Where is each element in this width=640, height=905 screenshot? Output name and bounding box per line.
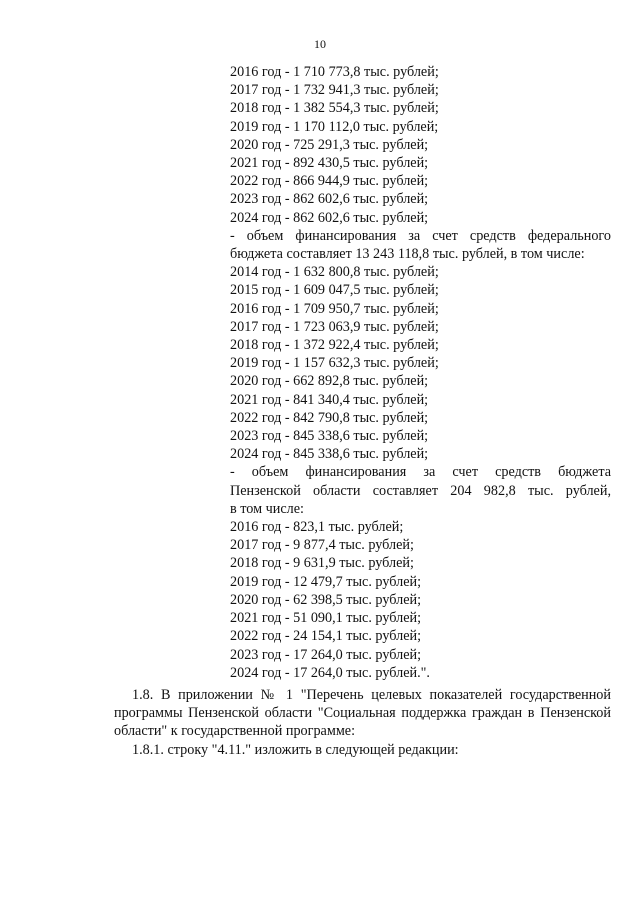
list-item: 2018 год - 9 631,9 тыс. рублей; bbox=[230, 555, 414, 572]
list-item: 2023 год - 862 602,6 тыс. рублей; bbox=[230, 191, 429, 208]
federal-intro-line: - объем финансирования за счет средств федерального bbox=[230, 227, 611, 244]
federal-intro-line: бюджета составляет 13 243 118,8 тыс. рублей, в том числе: bbox=[230, 246, 585, 263]
list-item: 2016 год - 823,1 тыс. рублей; bbox=[230, 519, 404, 536]
list-item: 2023 год - 17 264,0 тыс. рублей; bbox=[230, 646, 422, 663]
list-item: 2021 год - 51 090,1 тыс. рублей; bbox=[230, 610, 422, 627]
list-item: 2019 год - 1 157 632,3 тыс. рублей; bbox=[230, 355, 439, 372]
list-item: 2020 год - 62 398,5 тыс. рублей; bbox=[230, 591, 422, 608]
list-item: 2022 год - 866 944,9 тыс. рублей; bbox=[230, 173, 429, 190]
list-item: 2022 год - 842 790,8 тыс. рублей; bbox=[230, 409, 429, 426]
list-item: 2024 год - 845 338,6 тыс. рублей; bbox=[230, 446, 429, 463]
list-item: 2016 год - 1 709 950,7 тыс. рублей; bbox=[230, 300, 439, 317]
list-item: 2016 год - 1 710 773,8 тыс. рублей; bbox=[230, 64, 439, 80]
list-item: 2024 год - 862 602,6 тыс. рублей; bbox=[230, 209, 429, 226]
section-1-8-1-line: 1.8.1. строку "4.11." изложить в следующей редакции: bbox=[132, 741, 459, 758]
section-1-8 bbox=[114, 686, 611, 759]
section-line: программы Пензенской области "Социальная поддержка граждан в Пензенской bbox=[114, 705, 611, 722]
list-item: 2020 год - 725 291,3 тыс. рублей; bbox=[230, 136, 429, 153]
list-item: 2018 год - 1 382 554,3 тыс. рублей; bbox=[230, 100, 439, 117]
list-item: 2015 год - 1 609 047,5 тыс. рублей; bbox=[230, 282, 439, 299]
page-number: 10 bbox=[314, 37, 326, 51]
list-item: 2017 год - 1 723 063,9 тыс. рублей; bbox=[230, 318, 439, 335]
regional-intro-line: в том числе: bbox=[230, 500, 304, 517]
list-item: 2018 год - 1 372 922,4 тыс. рублей; bbox=[230, 337, 439, 354]
regional-intro-line: Пензенской области составляет 204 982,8 тыс. рублей, bbox=[230, 482, 611, 499]
list-item: 2017 год - 9 877,4 тыс. рублей; bbox=[230, 537, 414, 554]
list-item: 2019 год - 12 479,7 тыс. рублей; bbox=[230, 573, 422, 590]
list-item: 2021 год - 892 430,5 тыс. рублей; bbox=[230, 155, 429, 172]
list-item: 2023 год - 845 338,6 тыс. рублей; bbox=[230, 428, 429, 445]
list-item: 2020 год - 662 892,8 тыс. рублей; bbox=[230, 373, 429, 390]
section-line: области" к государственной программе: bbox=[114, 723, 356, 740]
list-item: 2022 год - 24 154,1 тыс. рублей; bbox=[230, 628, 422, 645]
section-line: 1.8. В приложении № 1 "Перечень целевых показателей государственной bbox=[132, 687, 611, 703]
funding-block bbox=[230, 63, 611, 682]
list-item: 2017 год - 1 732 941,3 тыс. рублей; bbox=[230, 82, 439, 99]
list-item: 2019 год - 1 170 112,0 тыс. рублей; bbox=[230, 118, 439, 135]
list-item: 2021 год - 841 340,4 тыс. рублей; bbox=[230, 391, 429, 408]
list-item: 2014 год - 1 632 800,8 тыс. рублей; bbox=[230, 264, 439, 281]
list-item: 2024 год - 17 264,0 тыс. рублей.". bbox=[230, 664, 430, 681]
regional-intro-line: - объем финансирования за счет средств бюджета bbox=[230, 464, 611, 481]
